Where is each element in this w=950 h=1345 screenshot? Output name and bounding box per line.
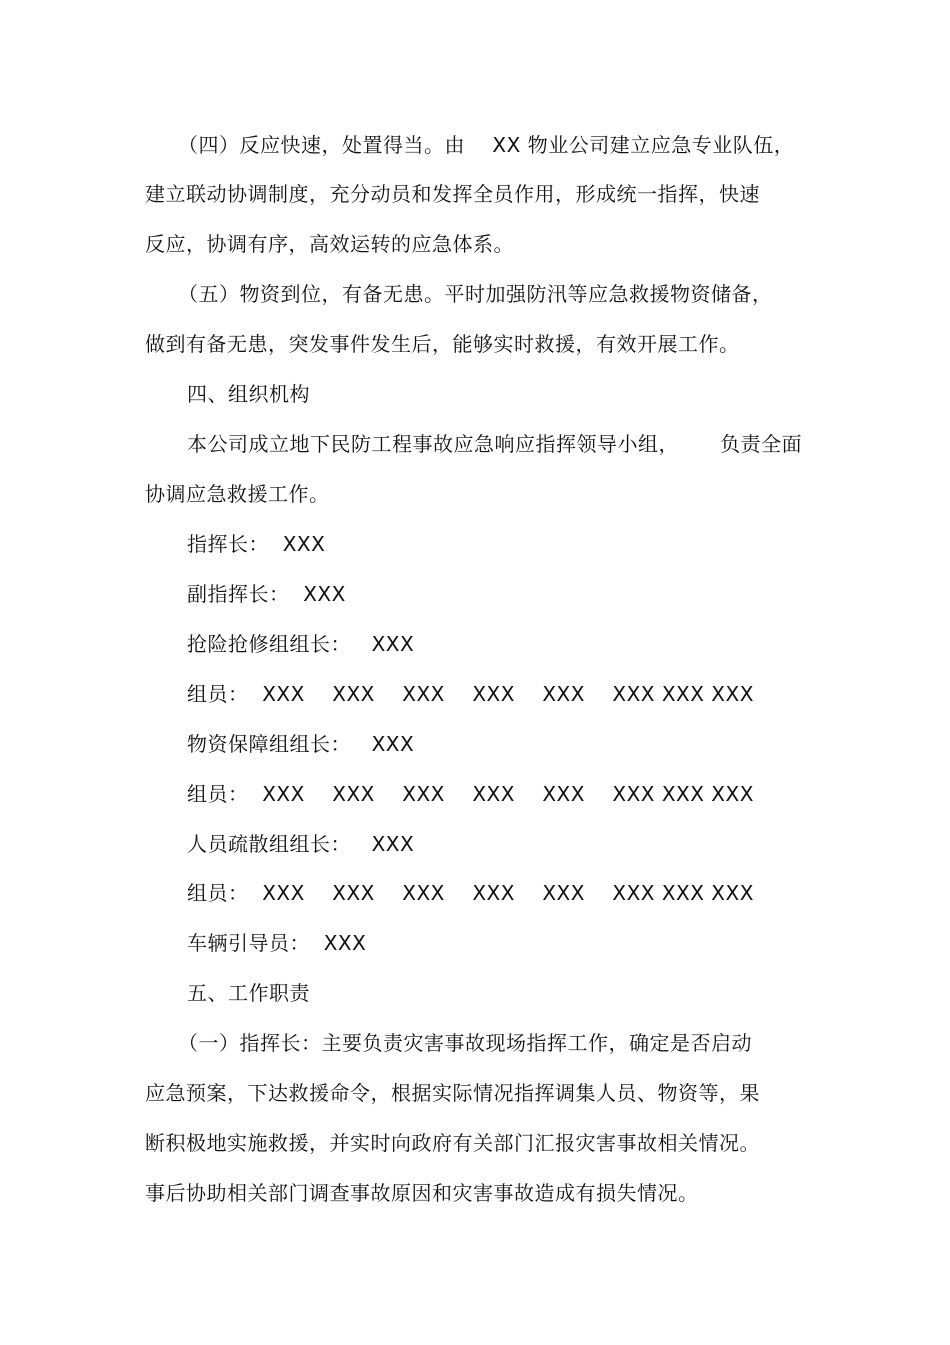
deputy-commander-line: 副指挥长： XXX [187,582,346,606]
duty-1-line-3: 断积极地实施救援，并实时向政府有关部门汇报灾害事故相关情况。 [145,1131,760,1155]
paragraph-5-line-1: （五）物资到位，有备无患。平时加强防汛等应急救援物资储备， [178,282,773,306]
rescue-team-leader-line: 抢险抢修组组长： XXX [187,632,415,656]
section-heading-organization: 四、组织机构 [187,382,310,406]
duty-1-line-2: 应急预案，下达救援命令，根据实际情况指挥调集人员、物资等，果 [145,1081,760,1105]
evacuation-team-leader-line: 人员疏散组组长： XXX [187,832,415,856]
organization-intro-line-1: 本公司成立地下民防工程事故应急响应指挥领导小组， 负责全面 [187,432,803,456]
duty-1-line-1: （一）指挥长：主要负责灾害事故现场指挥工作，确定是否启动 [178,1031,752,1055]
supply-team-leader-line: 物资保障组组长： XXX [187,732,415,756]
paragraph-5-line-2: 做到有备无患，突发事件发生后，能够实时救援，有效开展工作。 [145,332,740,356]
paragraph-4-line-1: （四）反应快速，处置得当。由 XX 物业公司建立应急专业队伍， [178,133,795,157]
vehicle-guide-line: 车辆引导员： XXX [187,931,367,955]
supply-team-members-line: 组员： XXX XXX XXX XXX XXX XXX XXX XXX [187,782,754,806]
paragraph-4-line-2: 建立联动协调制度，充分动员和发挥全员作用，形成统一指挥，快速 [145,182,760,206]
paragraph-4-line-3: 反应，协调有序，高效运转的应急体系。 [145,232,514,256]
duty-1-line-4: 事后协助相关部门调查事故原因和灾害事故造成有损失情况。 [145,1181,699,1205]
evacuation-team-members-line: 组员： XXX XXX XXX XXX XXX XXX XXX XXX [187,881,754,905]
organization-intro-line-2: 协调应急救援工作。 [145,482,330,506]
commander-line: 指挥长： XXX [187,532,326,556]
section-heading-duties: 五、工作职责 [187,981,310,1005]
rescue-team-members-line: 组员： XXX XXX XXX XXX XXX XXX XXX XXX [187,682,754,706]
